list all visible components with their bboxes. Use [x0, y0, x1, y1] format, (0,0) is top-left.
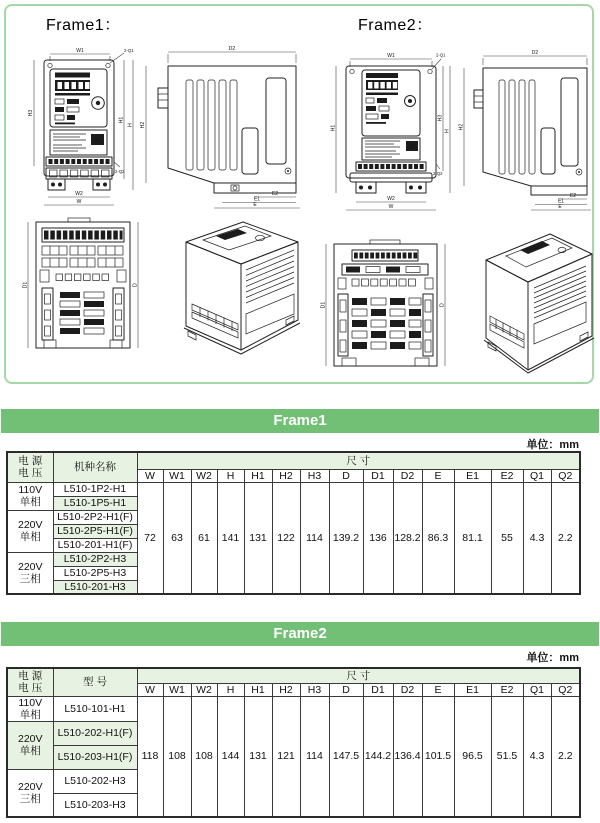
value-cell: 63 — [163, 482, 191, 594]
dim-label-h: H — [444, 129, 451, 133]
dim-label-d: D — [439, 303, 446, 307]
dim-label-q2: 2-Q2 — [115, 169, 125, 174]
voltage-value: 110V — [18, 696, 43, 709]
dim-col-header: Q1 — [523, 469, 551, 482]
value-cell: 51.5 — [491, 696, 523, 817]
model-cell: L510-2P2-H3 — [53, 552, 137, 566]
dim-col-header: D — [329, 683, 363, 696]
value-cell: 131 — [244, 696, 272, 817]
dim-label-h3: H3 — [437, 114, 444, 122]
value-cell: 122 — [272, 482, 300, 594]
dim-col-header: E2 — [491, 469, 523, 482]
dim-col-header: E1 — [454, 469, 491, 482]
phase-label: 单相 — [19, 745, 41, 758]
model-cell: L510-2P5-H3 — [53, 566, 137, 580]
value-cell: 144.2 — [363, 696, 393, 817]
model-cell: L510-1P2-H1 — [53, 482, 137, 496]
dim-col-header: D1 — [363, 469, 393, 482]
dim-col-header: W2 — [191, 683, 217, 696]
dim-col-header: H1 — [244, 469, 272, 482]
dim-label-w2: W2 — [387, 196, 395, 202]
value-cell: 55 — [491, 482, 523, 594]
table-row — [7, 696, 580, 721]
value-cell: 61 — [191, 482, 217, 594]
phase-label: 单相 — [19, 708, 41, 721]
frame2-section-header: Frame2 — [1, 622, 599, 646]
voltage-value: 220V — [17, 733, 43, 746]
value-cell: 108 — [191, 696, 217, 817]
voltage-header-line1: 电 源 — [18, 670, 43, 683]
value-cell: 118 — [137, 696, 163, 817]
voltage-group-cell — [7, 482, 53, 510]
model-cell: L510-101-H1 — [53, 696, 137, 721]
value-cell: 128.2 — [393, 482, 422, 594]
frame2-bottom-view — [318, 228, 453, 374]
model-cell: L510-201-H1(F) — [53, 538, 137, 552]
dim-label-d2: D2 — [531, 50, 539, 56]
value-cell: 101.5 — [422, 696, 454, 817]
model-cell: L510-1P5-H1 — [53, 496, 137, 510]
dim-label-w: W — [388, 204, 394, 210]
frame2-isometric-view — [458, 220, 596, 378]
dim-col-header: E — [422, 469, 454, 482]
value-cell: 136 — [363, 482, 393, 594]
voltage-header-line1: 电 源 — [18, 455, 43, 468]
value-cell: 96.5 — [454, 696, 491, 817]
size-header: 尺 寸 — [137, 452, 580, 469]
dim-col-header: Q2 — [551, 469, 580, 482]
value-cell: 141 — [217, 482, 244, 594]
model-column-header: 型 号 — [53, 668, 137, 696]
value-cell: 81.1 — [454, 482, 491, 594]
frame1-table — [6, 451, 581, 595]
value-cell: 121 — [272, 696, 300, 817]
dim-col-header: H — [217, 683, 244, 696]
dim-label-h: H — [127, 123, 134, 127]
dim-col-header: W — [137, 469, 163, 482]
dim-label-e1: E1 — [253, 196, 261, 203]
dim-col-header: H2 — [272, 683, 300, 696]
model-cell: L510-202-H1(F) — [53, 721, 137, 745]
voltage-value: 220V — [17, 560, 43, 573]
value-cell: 108 — [163, 696, 191, 817]
voltage-group-cell — [7, 696, 53, 721]
voltage-column-header — [7, 452, 53, 482]
phase-label: 单相 — [19, 496, 41, 509]
model-cell: L510-2P5-H1(F) — [53, 524, 137, 538]
dim-col-header: H3 — [300, 469, 329, 482]
dim-label-e1: E1 — [557, 198, 565, 205]
dim-col-header: D2 — [393, 469, 422, 482]
value-cell: 4.3 — [523, 696, 551, 817]
value-cell: 139.2 — [329, 482, 363, 594]
value-cell: 4.3 — [523, 482, 551, 594]
value-cell: 147.5 — [329, 696, 363, 817]
frame1-unit-note: 单位：mm — [526, 439, 579, 451]
dim-col-header: H — [217, 469, 244, 482]
value-cell: 131 — [244, 482, 272, 594]
dim-label-e: E — [558, 204, 562, 210]
voltage-group-cell — [7, 552, 53, 594]
dim-label-q1: 2-Q1 — [124, 48, 134, 53]
frame2-side-view — [455, 44, 597, 212]
value-cell: 2.2 — [551, 696, 580, 817]
dim-col-header: W2 — [191, 469, 217, 482]
voltage-value: 220V — [17, 780, 43, 793]
model-cell: L510-202-H3 — [53, 769, 137, 793]
model-cell: L510-203-H1(F) — [53, 745, 137, 769]
dim-label-e2: E2 — [569, 193, 577, 199]
dim-col-header: E2 — [491, 683, 523, 696]
dim-label-h2: H2 — [458, 123, 465, 131]
value-cell: 114 — [300, 696, 329, 817]
voltage-group-cell — [7, 510, 53, 552]
voltage-group-cell — [7, 721, 53, 769]
dim-col-header: H2 — [272, 469, 300, 482]
dim-label-w1: W1 — [387, 53, 395, 59]
value-cell: 72 — [137, 482, 163, 594]
voltage-header-line2: 电 压 — [18, 467, 43, 480]
frame1-side-view — [136, 40, 316, 210]
value-cell: 114 — [300, 482, 329, 594]
dim-col-header: E — [422, 683, 454, 696]
brand-logo: ΔF — [94, 138, 101, 144]
brand-logo: ΔF — [408, 144, 416, 151]
dim-col-header: H3 — [300, 683, 329, 696]
frame2-front-view — [330, 46, 452, 218]
dim-label-e2: E2 — [271, 191, 279, 197]
dim-label-w: W — [76, 199, 82, 205]
dim-label-d: D — [132, 283, 139, 287]
frame1-caption: Frame1： — [46, 17, 121, 34]
frame2-caption: Frame2： — [358, 17, 433, 34]
dim-col-header: W1 — [163, 469, 191, 482]
dim-col-header: W — [137, 683, 163, 696]
value-cell: 136.4 — [393, 696, 422, 817]
voltage-value: 220V — [17, 519, 43, 531]
dim-col-header: Q1 — [523, 683, 551, 696]
dim-col-header: E1 — [454, 683, 491, 696]
frame1-isometric-view — [148, 210, 313, 360]
dim-label-h1: H1 — [330, 124, 337, 132]
dim-label-h2: H2 — [140, 121, 146, 129]
model-cell: L510-201-H3 — [53, 580, 137, 594]
dim-label-h1: H1 — [118, 116, 125, 124]
dim-col-header: D2 — [393, 683, 422, 696]
phase-label: 三相 — [19, 572, 41, 585]
model-cell: L510-2P2-H1(F) — [53, 510, 137, 524]
dim-label-e: E — [253, 202, 257, 208]
voltage-value: 110V — [18, 484, 43, 496]
dim-label-d1: D1 — [22, 281, 29, 289]
dim-label-d2: D2 — [228, 46, 236, 52]
dim-col-header: W1 — [163, 683, 191, 696]
dim-col-header: D — [329, 469, 363, 482]
frame1-front-view — [24, 42, 142, 210]
dim-label-q2: 2-Q2 — [433, 171, 443, 176]
value-cell: 2.2 — [551, 482, 580, 594]
dim-label-d1: D1 — [320, 301, 327, 309]
size-header: 尺 寸 — [137, 668, 580, 683]
voltage-group-cell — [7, 769, 53, 817]
frame1-section-header: Frame1 — [1, 409, 599, 433]
dim-col-header: Q2 — [551, 683, 580, 696]
model-column-header: 机种名称 — [53, 452, 137, 482]
frame2-unit-note: 单位：mm — [526, 652, 579, 664]
phase-label: 单相 — [19, 531, 41, 544]
dim-col-header: H1 — [244, 683, 272, 696]
value-cell: 144 — [217, 696, 244, 817]
dim-label-w1: W1 — [76, 48, 84, 54]
frame1-top-view — [20, 208, 145, 356]
phase-label: 三相 — [19, 792, 41, 805]
voltage-header-line2: 电 压 — [18, 682, 43, 695]
dim-label-h3: H3 — [28, 109, 34, 117]
frame2-table — [6, 667, 581, 818]
dim-label-q1: 2-Q1 — [436, 52, 446, 58]
model-cell: L510-203-H3 — [53, 793, 137, 817]
value-cell: 86.3 — [422, 482, 454, 594]
voltage-column-header — [7, 668, 53, 696]
dim-col-header: D1 — [363, 683, 393, 696]
dim-label-w2: W2 — [75, 191, 83, 197]
table-row — [7, 482, 580, 496]
